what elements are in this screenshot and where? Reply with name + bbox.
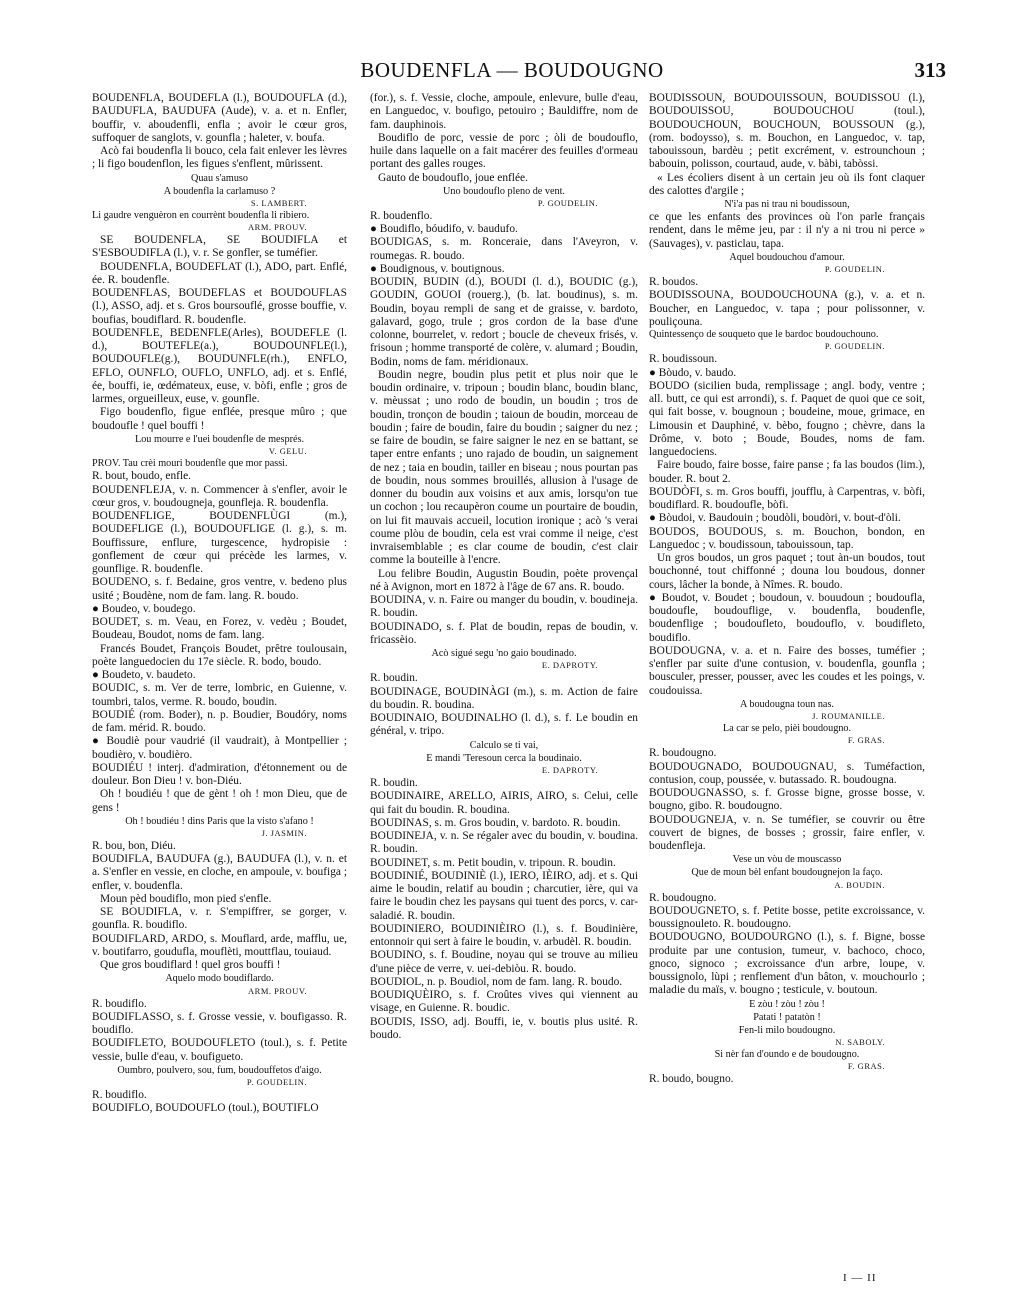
dictionary-entry: BOUDENFLA, BOUDEFLA (l.), BOUDOUFLA (d.), BAUDUFLA, BAUDUFA (Aude), v. a. et n. Enfler, bouffir, v. aboudenfli, enfla ; avoir le cœur gros, suffoquer de sanglots, v. gounfla ; haleter, v. boufa. [92,92,347,144]
dictionary-entry: BOUDINAS, s. m. Gros boudin, v. bardoto. R. boudin. [370,816,621,829]
dictionary-entry: ● Bòudoi, v. Baudouin ; boudòli, boudòri, v. bout-d'òli. [649,512,901,525]
dictionary-entry: Boudiflo de porc, vessie de porc ; òli de boudouflo, huile dans laquelle on a fait macérer des feuilles d'ormeau portant des galles rouges. [370,131,638,171]
dictionary-entry: BOUDENFLE, BEDENFLE(Arles), BOUDEFLE (l. d.), BOUTEFLE(a.), BOUDOUNFLE(l.), BOUDOUFLE(g.), BOUDUNFLE(rh.), ENFLO, EFLO, OUNFLO, OUFLO, UNFLO, adj. et s. Enflé, ée, bouffi, ie, œdémateux, euse, v. bòfi, enfle ; gros de larmes, orgueilleux, euse, v. gounfle. [92,326,347,406]
dictionary-entry: BOUDINEJA, v. n. Se régaler avec du boudin, v. boudina. R. boudin. [370,830,638,856]
dictionary-entry: BOUDENFLEJA, v. n. Commencer à s'enfler, avoir le cœur gros, v. boudougneja, gounfleja. R. boudenfla. [92,483,347,509]
quotation: E mandi 'Teresoun cerca la boudinaio. [426,752,582,764]
proverb-text: Quintessenço de souqueto que le bardoc boudouchouno. [649,329,879,341]
column-1 [92,92,347,1116]
dictionary-entry: R. bou, bon, Diéu. [92,839,176,852]
dictionary-entry: BOUDIÉU ! interj. d'admiration, d'étonnement ou de douleur. Bon Dieu ! v. bon-Diéu. [92,761,347,788]
dictionary-entry: BOUDISSOUN, BOUDOUISSOUN, BOUDISSOU (l.), BOUDOUISSOU, BOUDOUCHOU (toul.), BOUDOUCHOUN, BOUCHOUN, BOUSSOUN (g.), (rom. bodoysso), s. m. Bouchon, en Languedoc, v. tap, tabouissoun, bardèu ; petit excrément, v. estrounchoun ; babouin, polisson, courtaud, aude, v. bàbi, tabòssi. [649,92,925,171]
dictionary-entry: R. bout, boudo, enfle. [92,470,192,483]
quotation-source: ARM. PROUV. [248,222,307,233]
dictionary-entry: Un gros boudos, un gros paquet ; tout àn-un boudos, tout bouchonné, tout chiffonné ; douna lou boudous, donner cours, lâcher la bonde, à Nîmes. R. boudo. [649,552,925,591]
dictionary-entry: Gauto de boudouflo, joue enflée. [378,171,528,184]
dictionary-entry: BOUDIÉ (rom. Boder), n. p. Boudier, Boudóry, noms de fam. mérid. R. boudo. [92,708,347,735]
quotation-source: S. LAMBERT. [250,197,307,208]
dictionary-entry: BOUDOUGNASSO, s. f. Grosse bigne, grosse bosse, v. bougno, gibo. R. boudougno. [649,787,925,813]
dictionary-entry: BOUDOUGNO, BOUDOURGNO (l.), s. f. Bigne, bosse produite par une contusion, tumeur, v. bachoco, choco, gnoco, signoco ; excroissance d'un arbre, loupe, v. boussignolo, lùpi ; renflement d'un bâton, v. mouchourlo ; maladie du maïs, v. bougno ; testicule, v. boutoun. [649,931,925,997]
quotation-source: A. BOUDIN. [834,879,885,890]
dictionary-entry: SE BOUDIFLA, v. r. S'empiffrer, se gorger, v. gounfla. R. boudiflo. [92,906,347,932]
dictionary-entry: BOUDÒFI, s. m. Gros bouffi, joufflu, à Carpentras, v. bòfi, boudiflard. R. boudoufle, bòfi. [649,485,925,512]
dictionary-entry: Boudin negre, boudin plus petit et plus noir que le boudin ordinaire, v. tripoun ; boudin blanc, boudin blanc, v. mèussat ; uno rodo de boudin, un boudin ; tros de boudin, tronçon de boudin ; taioun de boudin, morceau de boudin ; faire de boudin, faire du boudin ; saigner du nez ; se faire de boudin, se faire saigner le nez en se battant, se taper entre enfants ; uno rajado de boudin, un saignement de nez ; taia en boudin, tailler en biseau ; nous pourtan pas de boudin, nous sommes brouillés, allusion à l'usage de donner du boudin aux voisins et aux amis, lorsqu'on tue un cochon ; lou recaupèron coume un pourtaire de boudin, on lui fit mauvais accueil, locution ironique ; acò 's verai coume plòu de boudin, cela est vrai comme il neige, c'est invraisemblable ; es clar coume de boudin, c'est clair comme la bouteille à l'encre. [370,368,638,567]
quotation: Fen-li milo boudougno. [738,1025,836,1037]
dictionary-entry: BOUDENFLAS, BOUDEFLAS et BOUDOUFLAS (l.), ASSO, adj. et s. Gros boursouflé, grosse bouffie, v. boufias, boudiflard. R. boudenfle. [92,287,347,326]
dictionary-entry: BOUDINET, s. m. Petit boudin, v. tripoun. R. boudin. [370,856,616,869]
quotation: Si nèr fan d'oundo e de boudougno. [714,1049,860,1061]
dictionary-entry: Moun pèd boudiflo, mon pied s'enfle. [100,892,272,905]
quotation-source: P. GOUDELIN. [824,341,885,352]
page-header [0,58,1024,88]
dictionary-entry: Que gros boudiflard ! quel gros bouffi ! [100,959,281,972]
dictionary-entry: BOUDIGAS, s. m. Ronceraie, dans l'Aveyron, v. roumegas. R. boudo. [370,236,638,262]
quotation: Calculo se ti vai, [469,739,539,751]
dictionary-entry: BOUDINIERO, BOUDINIÈIRO (l.), s. f. Boudinière, entonnoir qui sert à faire le boudin, v. arbudèl. R. boudin. [370,922,638,949]
quotation-source: ARM. PROUV. [248,985,307,996]
dictionary-entry: BOUDIOL, n. p. Boudiol, nom de fam. lang. R. boudo. [370,975,623,988]
dictionary-entry: ● Bòudo, v. baudo. [649,366,737,379]
page-number: 313 [914,58,946,82]
dictionary-entry: (for.), s. f. Vessie, cloche, ampoule, enlevure, bulle d'eau, en Languedoc, v. boufigo, petouiro ; Bauldiffre, nom de fam. dauphinois. [370,92,638,131]
quotation-source: P. GOUDELIN. [824,264,885,275]
dictionary-entry: BOUDISSOUNA, BOUDOUCHOUNA (g.), v. a. et n. Boucher, en Languedoc, v. tapa ; pour polissonner, v. pouliçouna. [649,289,925,328]
quotation: Oumbro, poulvero, sou, fum, boudouffetos d'aigo. [117,1064,322,1076]
quotation-source: P. GOUDELIN. [246,1077,307,1088]
dictionary-entry: Acò fai boudenfla li bouco, cela fait enlever les lèvres ; li figo boudenflon, les figues s'enflent, mûrissent. [92,145,347,171]
dictionary-entry: BOUDINAGE, BOUDINÀGI (m.), s. m. Action de faire du boudin. R. boudina. [370,685,638,711]
quotation: Lou mourre e l'uei boudenfle de mesprés. [134,433,305,445]
dictionary-entry: BOUDENO, s. f. Bedaine, gros ventre, v. bedeno plus usité ; Boudène, nom de fam. lang. R. boudo. [92,576,347,602]
quotation-source: J. JASMIN. [261,827,307,838]
dictionary-entry: R. boudougno. [649,747,717,760]
quotation-source: F. GRAS. [847,1061,885,1072]
dictionary-entry: R. boudiflo. [92,997,147,1010]
printer-signature: I — II [843,1272,877,1284]
dictionary-entry: SE BOUDENFLA, SE BOUDIFLA et S'ESBOUDIFLA (l.), v. r. Se gonfler, se tuméfier. [92,234,347,260]
dictionary-entry: Francés Boudet, François Boudet, prêtre toulousain, poète languedocien du 17e siècle. R. bodo, boudo. [92,642,347,668]
dictionary-entry: BOUDO (sicilien buda, remplissage ; angl. body, ventre ; all. butt, ce qui est arrondi), s. f. Paquet de quoi que ce soit, qui fait bosse, v. bougnoun ; boudeine, moue, grimace, en Limousin et Dauphiné, v. bèbo, fougno ; chèvre, dans la Drôme, v. boto ; Boude, Boudes, noms de fam. languedociens. [649,379,925,459]
dictionary-entry: BOUDIS, ISSO, adj. Bouffi, ie, v. boutis plus usité. R. boudo. [370,1015,638,1041]
dictionary-entry: BOUDIFLARD, ARDO, s. Mouflard, arde, mafflu, ue, v. boutifarro, goudufla, mouflèti, mouttflau, touiaud. [92,932,347,958]
quotation-source: P. GOUDELIN. [537,197,598,208]
dictionary-entry: Oh ! boudiéu ! que de gènt ! oh ! mon Dieu, que de gens ! [92,788,347,814]
dictionary-entry: BOUDINO, s. f. Boudine, noyau qui se trouve au milieu d'une pièce de verre, v. uei-debiòu. R. boudo. [370,949,638,975]
quotation-source: E. DAPROTY. [541,660,598,671]
dictionary-entry: R. boudenflo. [370,209,433,222]
dictionary-entry: BOUDINIÉ, BOUDINIÈ (l.), IERO, IÈIRO, adj. et s. Qui aime le boudin, relatif au boudin ; charcutier, ière, qui va faire le boudin chez les paysans qui tuent des porcs, v. car-saladié. R. boudin. [370,869,638,922]
quotation: Que de moun bèl enfant boudougnejon la faço. [691,867,883,879]
dictionary-entry: BOUDINA, v. n. Faire ou manger du boudin, v. boudineja. R. boudin. [370,594,638,620]
dictionary-entry: R. boudiflo. [92,1089,147,1102]
column-2 [370,92,638,1042]
quotation: Uno boudouflo pleno de vent. [443,185,565,197]
quotation-source: N. SABOLY. [835,1037,885,1048]
dictionary-entry: BOUDIFLA, BAUDUFA (g.), BAUDUFA (l.), v. n. et a. S'enfler en vessie, en cloche, en ampoule, v. boufiga ; enfler, v. boudenfla. [92,853,347,892]
proverb-text: Li gaudre venguèron en courrènt boudenfla li ribiero. [92,209,310,221]
dictionary-entry: BOUDOUGNEJA, v. n. Se tuméfier, se couvrir ou être couvert de bignes, de bosses ; grossir, faire enfler, v. boudenfleja. [649,813,925,853]
dictionary-entry: BOUDENFLA, BOUDEFLAT (l.), ADO, part. Enflé, ée. R. boudenfle. [92,260,347,286]
dictionary-entry: BOUDIC, s. m. Ver de terre, lombric, en Guienne, v. toumbri, talos, verme. R. boudo, boudin. [92,682,347,708]
dictionary-entry: R. boudin. [370,672,418,685]
dictionary-entry: ● Boudot, v. Boudet ; boudoun, v. bouudoun ; boudoufla, boudoufle, boudouflige, v. boudenfla, boudenfle, boudenflige ; boudoufleto, boudouflo, v. boudifleto, boudiflo. [649,591,925,644]
quotation-source: J. ROUMANILLE. [812,711,885,722]
quotation: La car se pelo, pièi boudougno. [722,723,852,735]
quotation: Aquelo modo boudiflardo. [165,973,274,985]
running-title: BOUDENFLA — BOUDOUGNO [360,58,664,82]
dictionary-entry: BOUDIFLASSO, s. f. Grosse vessie, v. boufigasso. R. boudiflo. [92,1010,347,1037]
dictionary-entry: ● Boudiè pour vaudrié (il vaudrait), à Montpellier ; boudièro, v. boudièro. [92,735,347,761]
dictionary-entry: R. boudin. [370,777,418,790]
quotation: Oh ! boudiéu ! dins Paris que la visto s'afano ! [125,815,314,827]
dictionary-entry: BOUDIN, BUDIN (d.), BOUDI (l. d.), BOUDIC (g.), GOUDIN, GOUOI (rouerg.), (b. lat. boudinus), s. m. Boudin, boyau rempli de sang et de graisse, v. bardoto, galavard, gogo, trule ; gros cordon de la base d'une colonne, bourrelet, v. redort ; boucle de cheveux frisés, v. frisoun ; homme transporté de colère, v. alumard ; Boudin, Bodin, noms de fam. méridionaux. [370,276,638,368]
quotation: Aquel boudouchou d'amour. [729,251,845,263]
dictionary-entry: Figo boudenflo, figue enflée, presque mûro ; que boudoufle ! quel bouffi ! [92,406,347,432]
dictionary-entry: BOUDIFLO, BOUDOUFLO (toul.), BOUTIFLO [92,1102,319,1115]
dictionary-entry: BOUDOUGNETO, s. f. Petite bosse, petite excroissance, v. boussignouleto. R. boudougno. [649,904,925,931]
dictionary-entry: Faire boudo, faire bosse, faire panse ; fa las boudos (lim.), bouder. R. bout 2. [649,459,925,485]
dictionary-entry: R. boudougno. [649,891,717,904]
dictionary-entry: ● Boudignous, v. boutignous. [370,262,505,275]
quotation: Patati ! patatòn ! [753,1011,821,1023]
quotation: E zòu ! zòu ! zòu ! [749,998,825,1010]
quotation: Vese un vòu de mouscasso [732,854,842,866]
quotation: A boudenfla la carlamuso ? [163,185,276,197]
dictionary-entry: R. boudos. [649,276,699,289]
dictionary-entry: BOUDINAIO, BOUDINALHO (l. d.), s. f. Le boudin en général, v. tripo. [370,712,638,738]
column-3 [649,92,925,1087]
quotation-source: E. DAPROTY. [541,765,598,776]
dictionary-entry: BOUDOUGNADO, BOUDOUGNAU, s. Tuméfaction, contusion, coup, poussée, v. butassado. R. boudougna. [649,760,925,786]
quotation: A boudougna toun nas. [740,698,834,710]
dictionary-entry: BOUDINADO, s. f. Plat de boudin, repas de boudin, v. fricassèio. [370,620,638,646]
dictionary-entry: « Les écoliers disent à un certain jeu où ils font claquer des calottes d'argile ; [649,171,925,197]
quotation: Acò sigué segu 'no gaio boudinado. [431,648,577,660]
dictionary-entry: BOUDINAIRE, ARELLO, AIRIS, AIRO, s. Celui, celle qui fait du boudin. R. boudina. [370,790,638,816]
quotation-source: F. GRAS. [847,735,885,746]
dictionary-entry: BOUDET, s. m. Veau, en Forez, v. vedèu ; Boudet, Boudeau, Boudot, noms de fam. lang. [92,616,347,642]
dictionary-entry: BOUDIFLETO, BOUDOUFLETO (toul.), s. f. Petite vessie, bulle d'eau, v. boufigueto. [92,1037,347,1063]
dictionary-entry: BOUDOS, BOUDOUS, s. m. Bouchon, bondon, en Languedoc ; v. boudissoun, tabouissoun, tap. [649,525,925,551]
quotation: N'i'a pas ni trau ni boudissoun, [724,199,850,210]
dictionary-entry: BOUDENFLIGE, BOUDENFLÙGI (m.), BOUDEFLIGE (l.), BOUDOUFLIGE (l. g.), s. m. Bouffissure, enflure, turgescence, hydropisie : gonflement de cœur qui précède les larmes, v. gounflige. R. boudenfle. [92,510,347,576]
quotation-source: V. GELU. [268,446,307,457]
dictionary-entry: R. boudo, bougno. [649,1073,734,1086]
proverb-text: PROV. Tau crèi mouri boudenfle que mor passi. [92,458,288,470]
dictionary-entry: ● Boudeto, v. baudeto. [92,669,196,682]
dictionary-entry: ● Boudiflo, bóudifo, v. baudufo. [370,223,518,236]
quotation: Quau s'amuso [190,172,248,184]
dictionary-entry: BOUDOUGNA, v. a. et n. Faire des bosses, tuméfier ; s'enfler par suite d'une contusion, v. boudenfla, gounfla ; bousculer, presser, pousser, avec les coudes et les poings, v. coudouissa. [649,644,925,697]
dictionary-entry: ce que les enfants des provinces où l'on parle français rendent, dans le même jeu, par : il n'y a ni trou ni perce » (Sauvages), v. pasticlau, tapa. [649,211,925,250]
dictionary-entry: ● Boudeo, v. boudego. [92,602,196,615]
dictionary-entry: R. boudissoun. [649,353,718,366]
dictionary-entry: Lou felibre Boudin, Augustin Boudin, poète provençal né à Avignon, mort en 1872 à l'âge de 67 ans. R. boudo. [370,567,638,593]
dictionary-entry: BOUDIQUÈIRO, s. f. Croûtes vives qui viennent au visage, en Guienne. R. boudic. [370,989,638,1015]
